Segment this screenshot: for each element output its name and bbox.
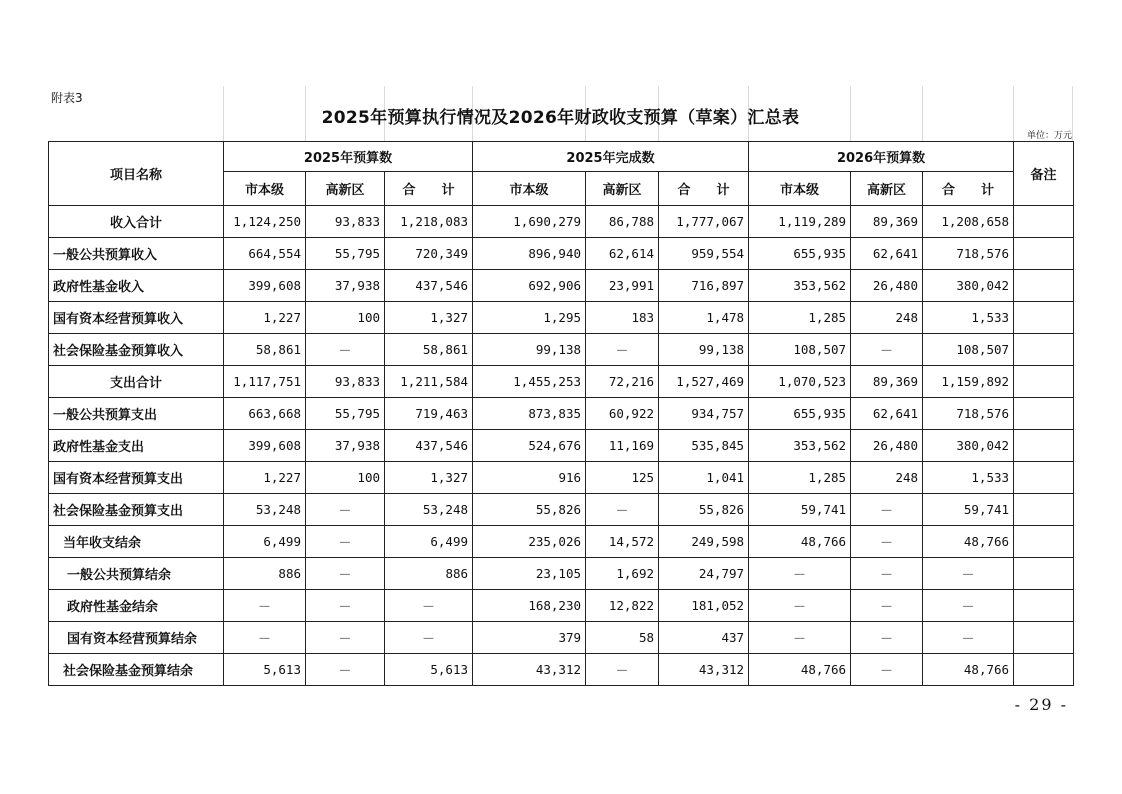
table-cell: 55,826 — [473, 494, 586, 526]
table-cell: 235,026 — [473, 526, 586, 558]
unit-label: 单位：万元 — [1026, 131, 1072, 141]
table-title: 2025年预算执行情况及2026年财政收支预算（草案）汇总表 — [321, 108, 800, 128]
sub-header-total: 合 计 — [923, 172, 1014, 206]
table-cell: 24,797 — [659, 558, 749, 590]
table-cell: 873,835 — [473, 398, 586, 430]
table-cell: 1,119,289 — [749, 206, 851, 238]
table-row — [49, 398, 1074, 430]
remark-cell — [1014, 590, 1074, 622]
table-cell: 23,991 — [586, 270, 659, 302]
table-cell: 72,216 — [586, 366, 659, 398]
row-label: 当年收支结余 — [49, 526, 224, 558]
table-row — [49, 654, 1074, 686]
table-cell: 1,124,250 — [224, 206, 306, 238]
row-label: 支出合计 — [49, 366, 224, 398]
row-label: 社会保险基金预算支出 — [49, 494, 224, 526]
table-cell: 59,741 — [749, 494, 851, 526]
group-header-2026-budget: 2026年预算数 — [749, 142, 1014, 172]
table-row — [49, 526, 1074, 558]
table-cell: 59,741 — [923, 494, 1014, 526]
table-cell: － — [306, 654, 385, 686]
sub-header-hitech: 高新区 — [851, 172, 923, 206]
table-cell: 14,572 — [586, 526, 659, 558]
table-cell: 1,533 — [923, 302, 1014, 334]
table-cell: 58,861 — [385, 334, 473, 366]
sub-header-hitech: 高新区 — [306, 172, 385, 206]
sub-header-city: 市本级 — [224, 172, 306, 206]
remark-cell — [1014, 494, 1074, 526]
remark-cell — [1014, 622, 1074, 654]
table-cell: 6,499 — [224, 526, 306, 558]
row-label: 政府性基金支出 — [49, 430, 224, 462]
remark-cell — [1014, 430, 1074, 462]
group-header-2025-actual: 2025年完成数 — [473, 142, 749, 172]
table-cell: 168,230 — [473, 590, 586, 622]
table-cell: 58 — [586, 622, 659, 654]
table-cell: － — [749, 590, 851, 622]
table-cell: 663,668 — [224, 398, 306, 430]
remark-cell — [1014, 526, 1074, 558]
table-cell: 399,608 — [224, 270, 306, 302]
table-cell: 5,613 — [385, 654, 473, 686]
table-cell: 1,777,067 — [659, 206, 749, 238]
table-cell: 23,105 — [473, 558, 586, 590]
table-cell: 1,295 — [473, 302, 586, 334]
table-cell: 48,766 — [923, 526, 1014, 558]
col-header-remark: 备注 — [1014, 142, 1074, 206]
table-cell: 58,861 — [224, 334, 306, 366]
table-cell: － — [385, 590, 473, 622]
remark-cell — [1014, 462, 1074, 494]
table-cell: 720,349 — [385, 238, 473, 270]
table-cell: 1,285 — [749, 302, 851, 334]
remark-cell — [1014, 398, 1074, 430]
table-row — [49, 238, 1074, 270]
table-cell: 86,788 — [586, 206, 659, 238]
table-cell: 524,676 — [473, 430, 586, 462]
table-cell: 379 — [473, 622, 586, 654]
table-cell: 1,455,253 — [473, 366, 586, 398]
table-cell: － — [851, 654, 923, 686]
table-cell: 664,554 — [224, 238, 306, 270]
table-cell: － — [306, 558, 385, 590]
sub-header-total: 合 计 — [659, 172, 749, 206]
table-cell: 1,478 — [659, 302, 749, 334]
table-cell: 437,546 — [385, 430, 473, 462]
table-cell: － — [586, 654, 659, 686]
table-row — [49, 558, 1074, 590]
sub-header-city: 市本级 — [749, 172, 851, 206]
sub-header-city: 市本级 — [473, 172, 586, 206]
table-cell: 1,208,658 — [923, 206, 1014, 238]
table-cell: － — [749, 558, 851, 590]
table-cell: 1,327 — [385, 462, 473, 494]
row-label: 一般公共预算收入 — [49, 238, 224, 270]
table-cell: 399,608 — [224, 430, 306, 462]
table-cell: 89,369 — [851, 206, 923, 238]
table-cell: 353,562 — [749, 270, 851, 302]
table-row — [49, 430, 1074, 462]
table-cell: 1,690,279 — [473, 206, 586, 238]
table-cell: 62,614 — [586, 238, 659, 270]
table-cell: 99,138 — [473, 334, 586, 366]
table-cell: 55,795 — [306, 398, 385, 430]
table-cell: 249,598 — [659, 526, 749, 558]
table-cell: － — [385, 622, 473, 654]
table-cell: 896,940 — [473, 238, 586, 270]
table-cell: 959,554 — [659, 238, 749, 270]
table-cell: 716,897 — [659, 270, 749, 302]
table-cell: 62,641 — [851, 398, 923, 430]
table-cell: 1,227 — [224, 302, 306, 334]
table-cell: 100 — [306, 302, 385, 334]
table-cell: 37,938 — [306, 430, 385, 462]
table-cell: － — [923, 622, 1014, 654]
table-cell: 718,576 — [923, 238, 1014, 270]
sub-header-total: 合 计 — [385, 172, 473, 206]
table-cell: － — [306, 494, 385, 526]
table-cell: 886 — [224, 558, 306, 590]
table-cell: － — [851, 494, 923, 526]
table-cell: 437,546 — [385, 270, 473, 302]
table-cell: 1,117,751 — [224, 366, 306, 398]
table-cell: 886 — [385, 558, 473, 590]
row-label: 政府性基金收入 — [49, 270, 224, 302]
table-cell: 48,766 — [749, 654, 851, 686]
row-label: 社会保险基金预算结余 — [49, 654, 224, 686]
table-cell: 89,369 — [851, 366, 923, 398]
table-cell: 93,833 — [306, 206, 385, 238]
table-cell: － — [923, 558, 1014, 590]
table-row — [49, 334, 1074, 366]
table-cell: － — [851, 590, 923, 622]
table-cell: 11,169 — [586, 430, 659, 462]
remark-cell — [1014, 238, 1074, 270]
table-cell: － — [923, 590, 1014, 622]
table-cell: 380,042 — [923, 270, 1014, 302]
table-cell: － — [586, 494, 659, 526]
table-cell: 93,833 — [306, 366, 385, 398]
table-cell: － — [306, 526, 385, 558]
table-cell: 12,822 — [586, 590, 659, 622]
table-cell: － — [306, 334, 385, 366]
table-cell: 1,285 — [749, 462, 851, 494]
table-row — [49, 494, 1074, 526]
row-label: 一般公共预算结余 — [49, 558, 224, 590]
table-cell: 1,211,584 — [385, 366, 473, 398]
table-cell: 43,312 — [659, 654, 749, 686]
summary-table — [48, 141, 1074, 686]
table-cell: 1,327 — [385, 302, 473, 334]
remark-cell — [1014, 206, 1074, 238]
table-cell: 1,218,083 — [385, 206, 473, 238]
row-label: 收入合计 — [49, 206, 224, 238]
table-row — [49, 302, 1074, 334]
table-cell: 6,499 — [385, 526, 473, 558]
table-cell: 719,463 — [385, 398, 473, 430]
table-cell: 99,138 — [659, 334, 749, 366]
col-header-item-name: 项目名称 — [49, 142, 224, 206]
row-label: 政府性基金结余 — [49, 590, 224, 622]
table-cell: 55,795 — [306, 238, 385, 270]
table-cell: 353,562 — [749, 430, 851, 462]
table-cell: 1,692 — [586, 558, 659, 590]
table-cell: － — [586, 334, 659, 366]
row-label: 国有资本经营预算支出 — [49, 462, 224, 494]
table-cell: 125 — [586, 462, 659, 494]
table-cell: － — [851, 622, 923, 654]
table-cell: 26,480 — [851, 430, 923, 462]
table-cell: 43,312 — [473, 654, 586, 686]
group-header-2025-budget: 2025年预算数 — [224, 142, 473, 172]
table-cell: 1,159,892 — [923, 366, 1014, 398]
table-cell: 1,533 — [923, 462, 1014, 494]
table-cell: 1,527,469 — [659, 366, 749, 398]
table-cell: － — [851, 526, 923, 558]
remark-cell — [1014, 366, 1074, 398]
table-cell: 48,766 — [749, 526, 851, 558]
page-number: - 29 - — [1014, 695, 1068, 714]
table-row — [49, 590, 1074, 622]
row-label: 社会保险基金预算收入 — [49, 334, 224, 366]
table-cell: － — [306, 622, 385, 654]
table-cell: 535,845 — [659, 430, 749, 462]
table-cell: 380,042 — [923, 430, 1014, 462]
table-cell: 692,906 — [473, 270, 586, 302]
attachment-label: 附表3 — [51, 91, 83, 105]
table-cell: 53,248 — [224, 494, 306, 526]
table-cell: 108,507 — [923, 334, 1014, 366]
table-cell: 1,070,523 — [749, 366, 851, 398]
table-cell: 5,613 — [224, 654, 306, 686]
table-cell: － — [224, 590, 306, 622]
table-cell: 1,041 — [659, 462, 749, 494]
table-cell: 181,052 — [659, 590, 749, 622]
table-cell: 655,935 — [749, 398, 851, 430]
table-cell: 60,922 — [586, 398, 659, 430]
table-cell: 1,227 — [224, 462, 306, 494]
table-cell: 53,248 — [385, 494, 473, 526]
table-cell: 183 — [586, 302, 659, 334]
table-cell: 718,576 — [923, 398, 1014, 430]
remark-cell — [1014, 654, 1074, 686]
table-cell: 437 — [659, 622, 749, 654]
table-cell: 26,480 — [851, 270, 923, 302]
table-cell: 108,507 — [749, 334, 851, 366]
table-cell: 916 — [473, 462, 586, 494]
table-row — [49, 270, 1074, 302]
table-cell: 248 — [851, 462, 923, 494]
row-label: 一般公共预算支出 — [49, 398, 224, 430]
table-row — [49, 462, 1074, 494]
remark-cell — [1014, 302, 1074, 334]
sub-header-hitech: 高新区 — [586, 172, 659, 206]
row-label: 国有资本经营预算收入 — [49, 302, 224, 334]
table-cell: 48,766 — [923, 654, 1014, 686]
remark-cell — [1014, 334, 1074, 366]
table-row — [49, 622, 1074, 654]
table-cell: 62,641 — [851, 238, 923, 270]
remark-cell — [1014, 558, 1074, 590]
table-cell: － — [306, 590, 385, 622]
table-cell: 100 — [306, 462, 385, 494]
table-cell: 655,935 — [749, 238, 851, 270]
row-label: 国有资本经营预算结余 — [49, 622, 224, 654]
table-cell: 55,826 — [659, 494, 749, 526]
table-row — [49, 206, 1074, 238]
table-row — [49, 366, 1074, 398]
table-cell: 248 — [851, 302, 923, 334]
table-cell: 934,757 — [659, 398, 749, 430]
table-cell: － — [749, 622, 851, 654]
table-cell: － — [851, 334, 923, 366]
table-body — [49, 206, 1074, 686]
table-cell: － — [851, 558, 923, 590]
table-cell: － — [224, 622, 306, 654]
table-cell: 37,938 — [306, 270, 385, 302]
remark-cell — [1014, 270, 1074, 302]
